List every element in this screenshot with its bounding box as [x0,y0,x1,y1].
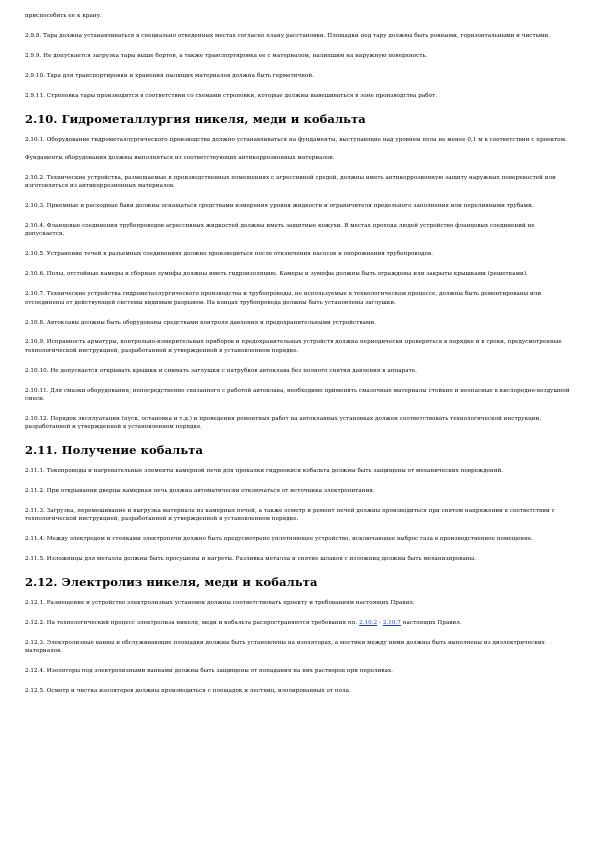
paragraph-2-11-4: 2.11.4. Между электродом и стенками электропечи должно быть предусмотрено уплотняющее устройство, исключающее выброс газа в производственное помещение. [25,536,534,543]
paragraph-2-10-6: 2.10.6. Полы, отстойные камеры и сборные зумпфы должны иметь гидроизоляцию. Камеры и зумпфы должны быть ограждены или закрыты крышками (решетками). [25,271,528,278]
paragraph-2-10-5: 2.10.5. Устранение течей в разъемных соединениях должно производиться после отключения насосов и опорожнения трубопроводов. [25,251,433,258]
paragraph-2-10-9: 2.10.9. Исправность арматуры, контрольно-измерительных приборов и предохранительных устройств должна периодически проверяться в порядке и в сроки, предусмотренные технологической инструкцией, разработанной и утвержденной в установленном порядке. [25,339,562,354]
section-heading-2-10: 2.10. Гидрометаллургия никеля, меди и кобальта [25,111,366,126]
paragraph-2-12-2-text: 2.12.2. На технологический процесс электролиза никеля, меди и кобальта распространяются требования пп. [25,620,360,627]
section-heading-2-11: 2.11. Получение кобальта [25,443,204,458]
paragraph-2-11-1: 2.11.1. Токопроводы и нагревательные элементы камерной печи для прокалки гидроокиси кобальта должны быть защищены от механических повреждений. [25,468,504,475]
paragraph-2-11-3: 2.11.3. Загрузка, перемешивание и выгрузка материала из камерных печей, а также осмотр и ремонт печей должны производиться при снятом напряжении в соответствии с технологической инструкцией, разработанной и утвержденной в установленном порядке. [25,508,555,523]
paragraph-2-10-8: 2.10.8. Автоклавы должны быть оборудованы средствами контроля давления и предохранительными устройствами. [25,319,377,326]
paragraph-2-10-10: 2.10.10. Не допускается открывать крышки и снимать заглушки с патрубков автоклава без полного снятия давления в аппарате. [25,367,418,374]
paragraph-2-12-3: 2.12.3. Электролизные ванны и обслуживающие площадки должны быть установлены на изоляторах, а мостики между ними должны быть выполнены из диэлектрических материалов. [25,640,545,655]
paragraph-2-10-11: 2.10.11. Для смазки оборудования, непосредственно связанного с работой автоклава, необходимо применять смазочные материалы стойкие и неопасные в кислородно-воздушной смеси. [25,387,570,403]
paragraph-2-9-8: 2.9.8. Тара должна устанавливаться в специально отведенных местах согласно плану расстановки. Площадки под тару должны быть ровными, горизонтальными и чистыми. [25,32,551,39]
link-separator: - [377,620,383,627]
paragraph-2-12-2-tail: настоящих Правил. [400,620,462,627]
paragraph-2-12-4: 2.12.4. Изоляторы под электролизными ваннами должны быть защищены от попадания на них растворов при переливах. [25,668,393,675]
paragraph-2-10-7: 2.10.7. Технические устройства гидрометаллургического производства и трубопроводы, не используемые в технологическом процессе, должны быть демонтированы или отсоединены от действующей системы видимым разрывом. На концах трубопровода должны быть установлены заглушки. [25,291,542,306]
paragraph-2-12-5: 2.12.5. Осмотр и чистка изоляторов должны производиться с площадок и лестниц, изолированных от пола. [25,688,351,695]
section-heading-2-12: 2.12. Электролиз никеля, меди и кобальта [25,575,318,590]
paragraph-2-10-4: 2.10.4. Фланцевые соединения трубопроводов агрессивных жидкостей должны иметь защитные кожухи. В местах прохода людей устройство фланцевых соединений не допускается. [25,223,535,238]
paragraph-2-12-2 [25,619,570,627]
paragraph-2-10-1-foundations: Фундаменты оборудования должны выполняться из соответствующих антикоррозионных материалов. [25,154,335,161]
paragraph-2-11-2: 2.11.2. При открывании дверцы камерная печь должна автоматически отключаться от источника электропитания. [25,488,375,495]
paragraph-2-10-1: 2.10.1. Оборудование гидрометаллургического производства должно устанавливаться на фундаменты, выступающие над уровнем пола не менее 0,1 м в соответствии с проектом. [25,136,567,143]
paragraph-2-10-2: 2.10.2. Технические устройства, размещаемые в производственных помещениях с агрессивной средой, должны иметь антикоррозионную защиту наружных поверхностей или изготовляться из антикоррозионных материалов. [25,174,556,190]
paragraph-2-11-5: 2.11.5. Изложницы для металла должны быть просушены и нагреты. Разливка металла и снятие шлаков с изложниц должны быть механизированы. [25,556,476,563]
paragraph-2-9-11: 2.9.11. Строповка тары производится в соответствии со схемами строповки, которые должны вывешиваться в зоне производства работ. [25,92,438,99]
paragraph-2-10-3: 2.10.3. Приемные и расходные баки должны оснащаться средствами измерения уровня жидкости и ограничителя предельного заполнения или переливными трубами. [25,203,534,210]
paragraph-fragment: приспособить ее к крану. [25,13,102,19]
paragraph-2-12-1: 2.12.1. Размещение и устройство электролизных установок должны соответствовать проекту и требованиям настоящих Правил. [25,600,415,607]
link-2-10-2[interactable]: 2.10.2 [359,620,378,627]
paragraph-2-9-10: 2.9.10. Тара для транспортировки и хранения пылящих материалов должна быть герметичной. [25,72,315,79]
link-2-10-7[interactable]: 2.10.7 [382,620,401,627]
paragraph-2-10-12: 2.10.12. Порядок эксплуатации (пуск, остановка и т.д.) и проведения ремонтных работ на автоклавных установках должен соответствовать технологической инструкции, разработанной и утвержденной в установленном порядке. [25,415,542,431]
paragraph-2-9-9: 2.9.9. Не допускается загрузка тары выше бортов, а также транспортировка ее с материалом, налипшим на наружную поверхность. [25,52,428,59]
